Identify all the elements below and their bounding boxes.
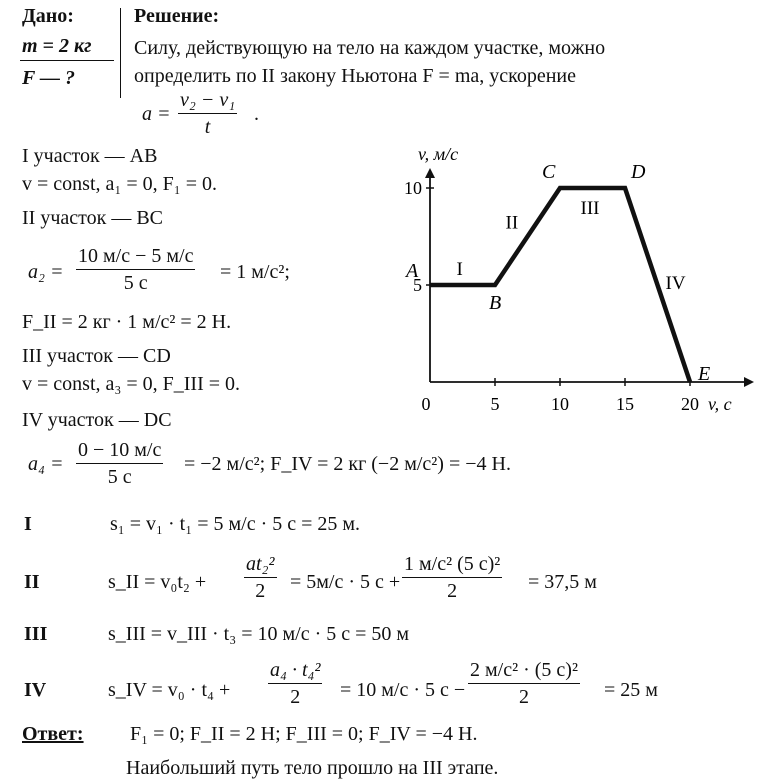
section4-title: IV участок — DC	[22, 409, 172, 431]
distance-4-frac1-num: a₄ · t₄²	[268, 660, 322, 684]
y-axis-label: v, м/с	[418, 144, 459, 164]
distance-2-fraction-1	[244, 554, 277, 601]
section2-accel-denominator: 5 с	[123, 272, 148, 294]
distance-expr-2c: = 37,5 м	[528, 571, 597, 593]
distance-4-frac1-den: 2	[290, 686, 301, 708]
point-label-e: E	[698, 363, 711, 385]
segment-label-i: I	[456, 259, 463, 280]
y-tick-label: 5	[413, 275, 422, 295]
section4-accel-denominator: 5 с	[107, 466, 132, 488]
section2-force: F_II = 2 кг · 1 м/с² = 2 Н.	[22, 311, 232, 333]
distance-num-2: II	[24, 571, 40, 593]
section2-title: II участок — BC	[22, 207, 164, 229]
distance-4-fraction-1	[268, 660, 322, 707]
accel-formula-lhs: a =	[142, 103, 171, 125]
section2-accel-rhs: = 1 м/с²;	[220, 261, 290, 283]
segment-label-ii: II	[505, 212, 519, 234]
distance-expr-1: s₁ = v₁ · t₁ = 5 м/с · 5 с = 25 м.	[110, 513, 361, 535]
solution-intro-line1: Силу, действующую на тело на каждом участке, можно	[134, 37, 606, 59]
section4-accel-rhs: = −2 м/с²; F_IV = 2 кг (−2 м/с²) = −4 Н.	[184, 453, 511, 475]
point-label-c: C	[542, 161, 556, 183]
given-divider	[20, 60, 114, 61]
answer-label: Ответ:	[22, 723, 84, 745]
distance-num-3: III	[24, 623, 48, 645]
solution-intro-line2: определить по II закону Ньютона F = ma, ускорение	[134, 65, 576, 87]
x-tick-label: 20	[681, 394, 699, 414]
y-tick-label: 10	[404, 178, 422, 198]
distance-expr-2b: = 5м/с · 5 с +	[290, 571, 401, 593]
section3-title: III участок — CD	[22, 345, 171, 367]
distance-2-fraction-2	[402, 554, 502, 601]
segment-label-iv: IV	[665, 273, 686, 294]
x-tick-label: 5	[490, 394, 500, 414]
point-label-d: D	[631, 161, 646, 183]
x-tick-label: 10	[551, 394, 569, 414]
answer-line1: F₁ = 0; F_II = 2 Н; F_III = 0; F_IV = −4 Н.	[130, 723, 478, 745]
distance-expr-4c: = 25 м	[604, 679, 658, 701]
point-label-b: B	[489, 292, 502, 314]
solution-label: Решение:	[134, 5, 220, 27]
x-axis-label: v, с	[708, 394, 732, 414]
given-find: F — ?	[22, 67, 75, 89]
accel-denominator: t	[204, 116, 211, 138]
section4-accel-fraction	[76, 440, 163, 487]
point-label-a: A	[406, 260, 419, 282]
section2-accel-numerator: 10 м/с − 5 м/с	[76, 246, 195, 270]
distance-expr-2a: s_II = v₀t₂ +	[108, 571, 207, 593]
distance-expr-4b: = 10 м/с · 5 с −	[340, 679, 466, 701]
distance-num-4: IV	[24, 679, 47, 701]
section2-accel-fraction	[76, 246, 195, 293]
given-mass: m = 2 кг	[22, 35, 92, 57]
section4-accel-lhs: a₄ =	[28, 453, 64, 475]
distance-num-1: I	[24, 513, 32, 535]
distance-expr-4a: s_IV = v₀ · t₄ +	[108, 679, 231, 701]
given-label: Дано:	[22, 5, 74, 27]
accel-numerator: v₂ − v₁	[178, 90, 237, 114]
section3-line: v = const, a₃ = 0, F_III = 0.	[22, 373, 241, 395]
answer-line2: Наибольший путь тело прошло на III этапе.	[126, 757, 499, 779]
section1-line: v = const, a₁ = 0, F₁ = 0.	[22, 173, 217, 195]
x-tick-label: 0	[421, 394, 431, 414]
x-tick-label: 15	[616, 394, 634, 414]
distance-2-frac1-num: at₂²	[244, 554, 277, 578]
given-vertical-rule	[120, 8, 121, 98]
distance-2-frac1-den: 2	[255, 580, 266, 602]
distance-2-frac2-den: 2	[447, 580, 458, 602]
chart-velocity-line	[430, 188, 690, 382]
section1-title: I участок — AB	[22, 145, 158, 167]
distance-4-fraction-2	[468, 660, 580, 707]
accel-formula-end: .	[254, 103, 259, 125]
velocity-time-chart	[380, 130, 760, 420]
distance-4-frac2-den: 2	[518, 686, 529, 708]
distance-4-frac2-num: 2 м/с² · (5 с)²	[468, 660, 580, 684]
distance-expr-3: s_III = v_III · t₃ = 10 м/с · 5 с = 50 м	[108, 623, 410, 645]
section4-accel-numerator: 0 − 10 м/с	[76, 440, 163, 464]
section2-accel-lhs: a₂ =	[28, 261, 64, 283]
distance-2-frac2-num: 1 м/с² (5 с)²	[402, 554, 502, 578]
segment-label-iii: III	[580, 198, 600, 219]
accel-formula-fraction	[178, 90, 237, 137]
